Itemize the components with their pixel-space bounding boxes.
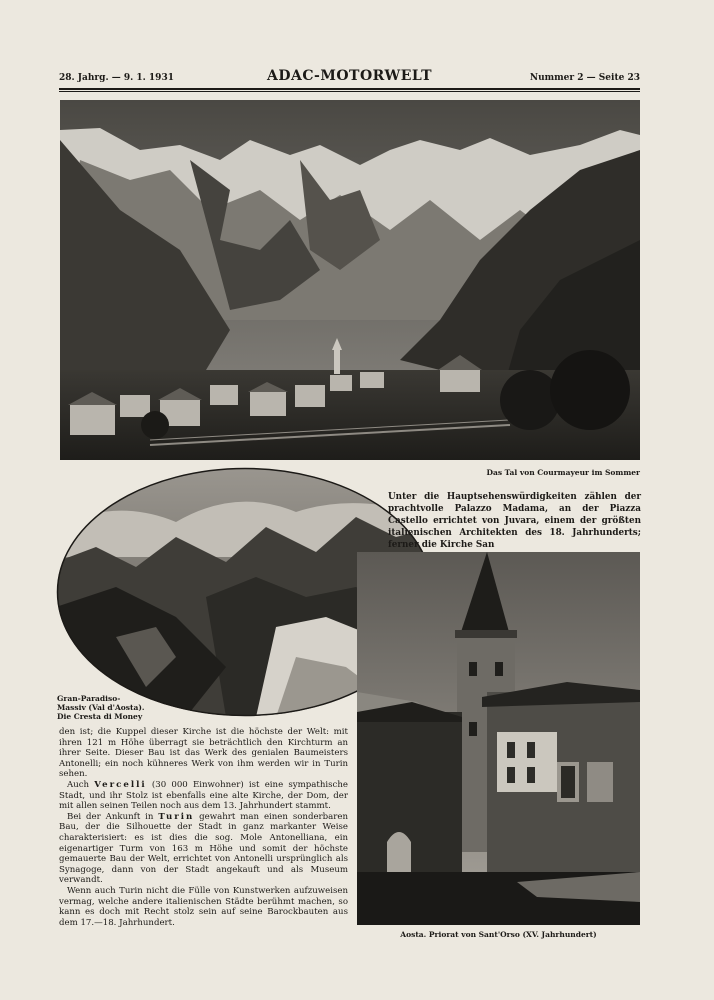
article-intro-paragraph: Unter die Hauptsehenswürdigkeiten zählen der prachtvolle Palazzo Madama, an der Piazza Castello errichtet von Juvara, einem der größten italienischen Architekten des 18. Jahrhunderts; ferner die Kirche San [388,492,641,550]
right-photo-caption: Aosta. Priorat von Sant'Orso (XV. Jahrhundert) [400,930,597,939]
p2-prefix: Auch [67,779,95,790]
article-paragraph-4: Wenn auch Turin nicht die Fülle von Kunstwerken aufzuweisen vermag, welche andere italienischen Städte berühmt machen, so kann es doch mit Recht stolz sein auf seine Barockbauten aus dem 17.—18. Jahrhundert. [59,885,348,928]
article-paragraph-3 [59,812,348,886]
p3-rest: gewahrt man einen sonderbaren Bau, der die Silhouette der Stadt in ganz markanter Weise charakterisiert: es ist dies die sog. Mole Antonelliana, ein eigenartiger Turm von 163 m Höhe und somit der höchste gemauerte Bau der Welt, errichtet von Antonelli ursprünglich als Synagoge, dann von der Stadt angekauft und als Museum verwandt. [59,811,348,886]
issue-page-number: Nummer 2 — Seite 23 [529,73,640,83]
p3-prefix: Bei der Ankunft in [67,811,159,822]
article-paragraph-1: den ist; die Kuppel dieser Kirche ist die höchste der Welt: mit ihren 121 m Höhe überragt sie beträchtlich den Kirchturm an ihrer Seite. Dieser Bau ist das Werk des genialen Baumeisters Antonelli; ein noch kühneres Werk von ihm werden wir in Turin sehen. [59,727,348,780]
article-paragraph-2 [59,780,348,812]
article-body-column [59,727,348,928]
oval-caption-line-1: Gran-Paradiso- [57,694,121,703]
header-rule-thin [59,91,640,92]
oval-photo-caption [57,694,167,721]
p2-rest: (30 000 Einwohner) ist eine sympathische Stadt, und ihr Stolz ist ebenfalls eine alte Kirche, der Dom, der mit allen seinen Teilen noch aus dem 13. Jahrhundert stammt. [59,779,348,812]
aosta-priory-photo [357,552,640,925]
p2-city-vercelli: Vercelli [94,779,147,790]
p3-city-turin: Turin [158,811,195,822]
header-rule [59,88,640,90]
oval-caption-line-2: Massiv (Val d'Aosta). [57,703,145,712]
volume-date: 28. Jahrg. — 9. 1. 1931 [59,73,174,83]
oval-caption-line-3: Die Cresta di Money [57,712,143,721]
courmayeur-valley-photo [60,100,640,460]
top-photo-caption: Das Tal von Courmayeur im Sommer [486,468,640,477]
page-header [59,68,640,88]
magazine-title: ADAC-MOTORWELT [267,68,432,84]
